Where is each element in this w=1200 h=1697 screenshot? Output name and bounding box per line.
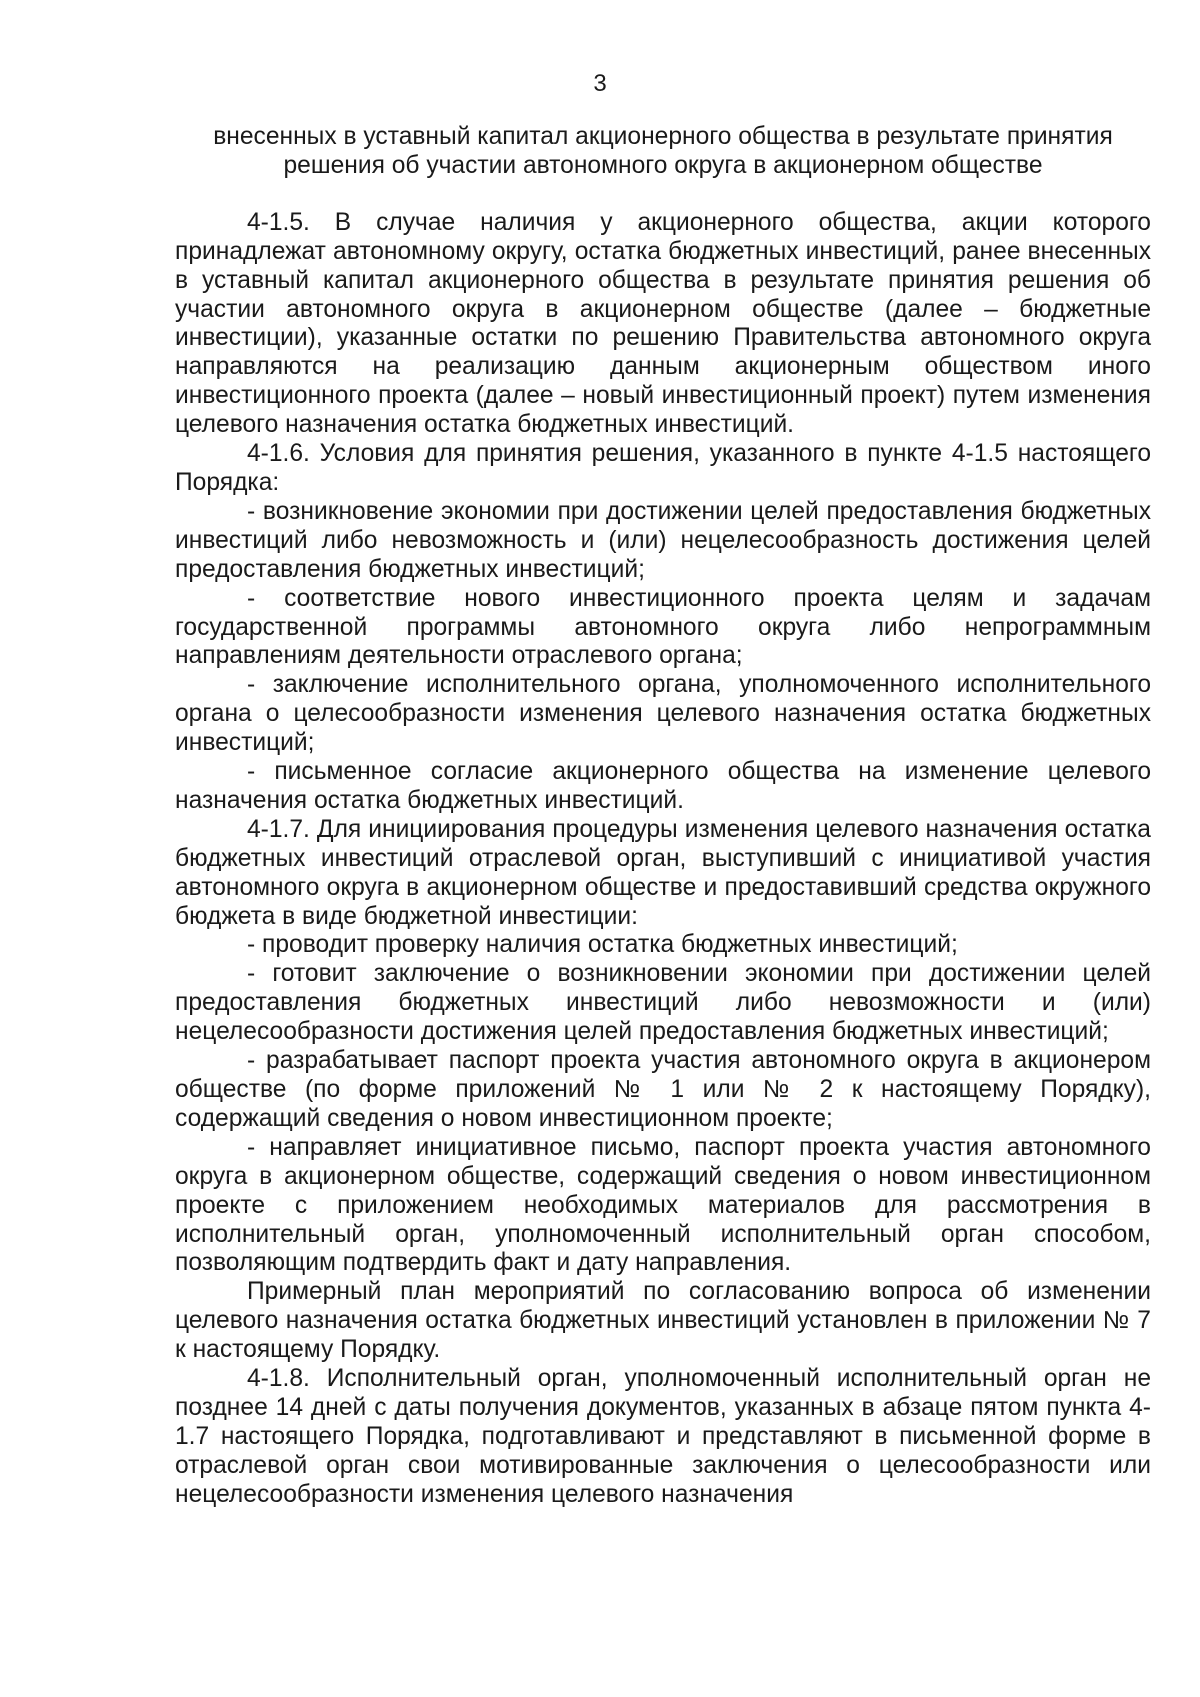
paragraph-plan-note: Примерный план мероприятий по согласованию вопроса об изменении целевого назначения остатка бюджетных инвестиций установлен в приложении № 7 к настоящему Порядку. [175, 1278, 1151, 1364]
page-number: 3 [593, 70, 607, 97]
paragraph-4-1-7: 4-1.7. Для инициирования процедуры изменения целевого назначения остатка бюджетных инвестиций отраслевой орган, выступивший с инициативой участия автономного округа в акционерном обществе и предоставивший средства окружного бюджета в виде бюджетной инвестиции: [175, 815, 1151, 930]
list-item-condition-program: - соответствие нового инвестиционного проекта целям и задачам государственной программы автономного округа либо непрограммным направлениям деятельности отраслевого органа; [175, 584, 1151, 670]
list-item-condition-economy: - возникновение экономии при достижении целей предоставления бюджетных инвестиций либо невозможность и (или) нецелесообразность достижения целей предоставления бюджетных инвестиций; [175, 497, 1151, 583]
list-item-check-balance: - проводит проверку наличия остатка бюджетных инвестиций; [247, 931, 958, 959]
document-body [175, 123, 1151, 1510]
list-item-condition-consent: - письменное согласие акционерного общества на изменение целевого назначения остатка бюджетных инвестиций. [175, 758, 1151, 814]
list-item-prepare-conclusion: - готовит заключение о возникновении экономии при достижении целей предоставления бюджетных инвестиций либо невозможности и (или) нецелесообразности достижения целей предоставления бюджетных инвестиций; [175, 960, 1151, 1046]
paragraph-4-1-6: 4-1.6. Условия для принятия решения, указанного в пункте 4-1.5 настоящего Порядка: [175, 440, 1151, 496]
list-item-send-letter: - направляет инициативное письмо, паспорт проекта участия автономного округа в акционерном обществе, содержащий сведения о новом инвестиционном проекте с приложением необходимых материалов для рассмотрения в исполнительный орган, уполномоченный исполнительный орган способом, позволяющим подтвердить факт и дату направления. [175, 1133, 1151, 1277]
document-heading: внесенных в уставный капитал акционерного общества в результате принятия решения об участии автономного округа в акционерном обществе [213, 123, 1113, 179]
list-item-develop-passport: - разрабатывает паспорт проекта участия автономного округа в акционером обществе (по форме приложений № 1 или № 2 к настоящему Порядку), содержащий сведения о новом инвестиционном проекте; [175, 1047, 1151, 1132]
paragraph-4-1-8: 4-1.8. Исполнительный орган, уполномоченный исполнительный орган не позднее 14 дней с даты получения документов, указанных в абзаце пятом пункта 4-1.7 настоящего Порядка, подготавливают и представляют в письменной форме в отраслевой орган свои мотивированные заключения о целесообразности или нецелесообразности изменения целевого назначения [175, 1365, 1151, 1508]
list-item-condition-conclusion: - заключение исполнительного органа, уполномоченного исполнительного органа о целесообразности изменения целевого назначения остатка бюджетных инвестиций; [175, 671, 1151, 757]
paragraph-4-1-5: 4-1.5. В случае наличия у акционерного общества, акции которого принадлежат автономному округу, остатка бюджетных инвестиций, ранее внесенных в уставный капитал акционерного общества в результате принятия решения об участии автономного округа в акционерном обществе (далее – бюджетные инвестиции), указанные остатки по решению Правительства автономного округа направляются на реализацию данным акционерным обществом иного инвестиционного проекта (далее – новый инвестиционный проект) путем изменения целевого назначения остатка бюджетных инвестиций. [175, 208, 1151, 439]
